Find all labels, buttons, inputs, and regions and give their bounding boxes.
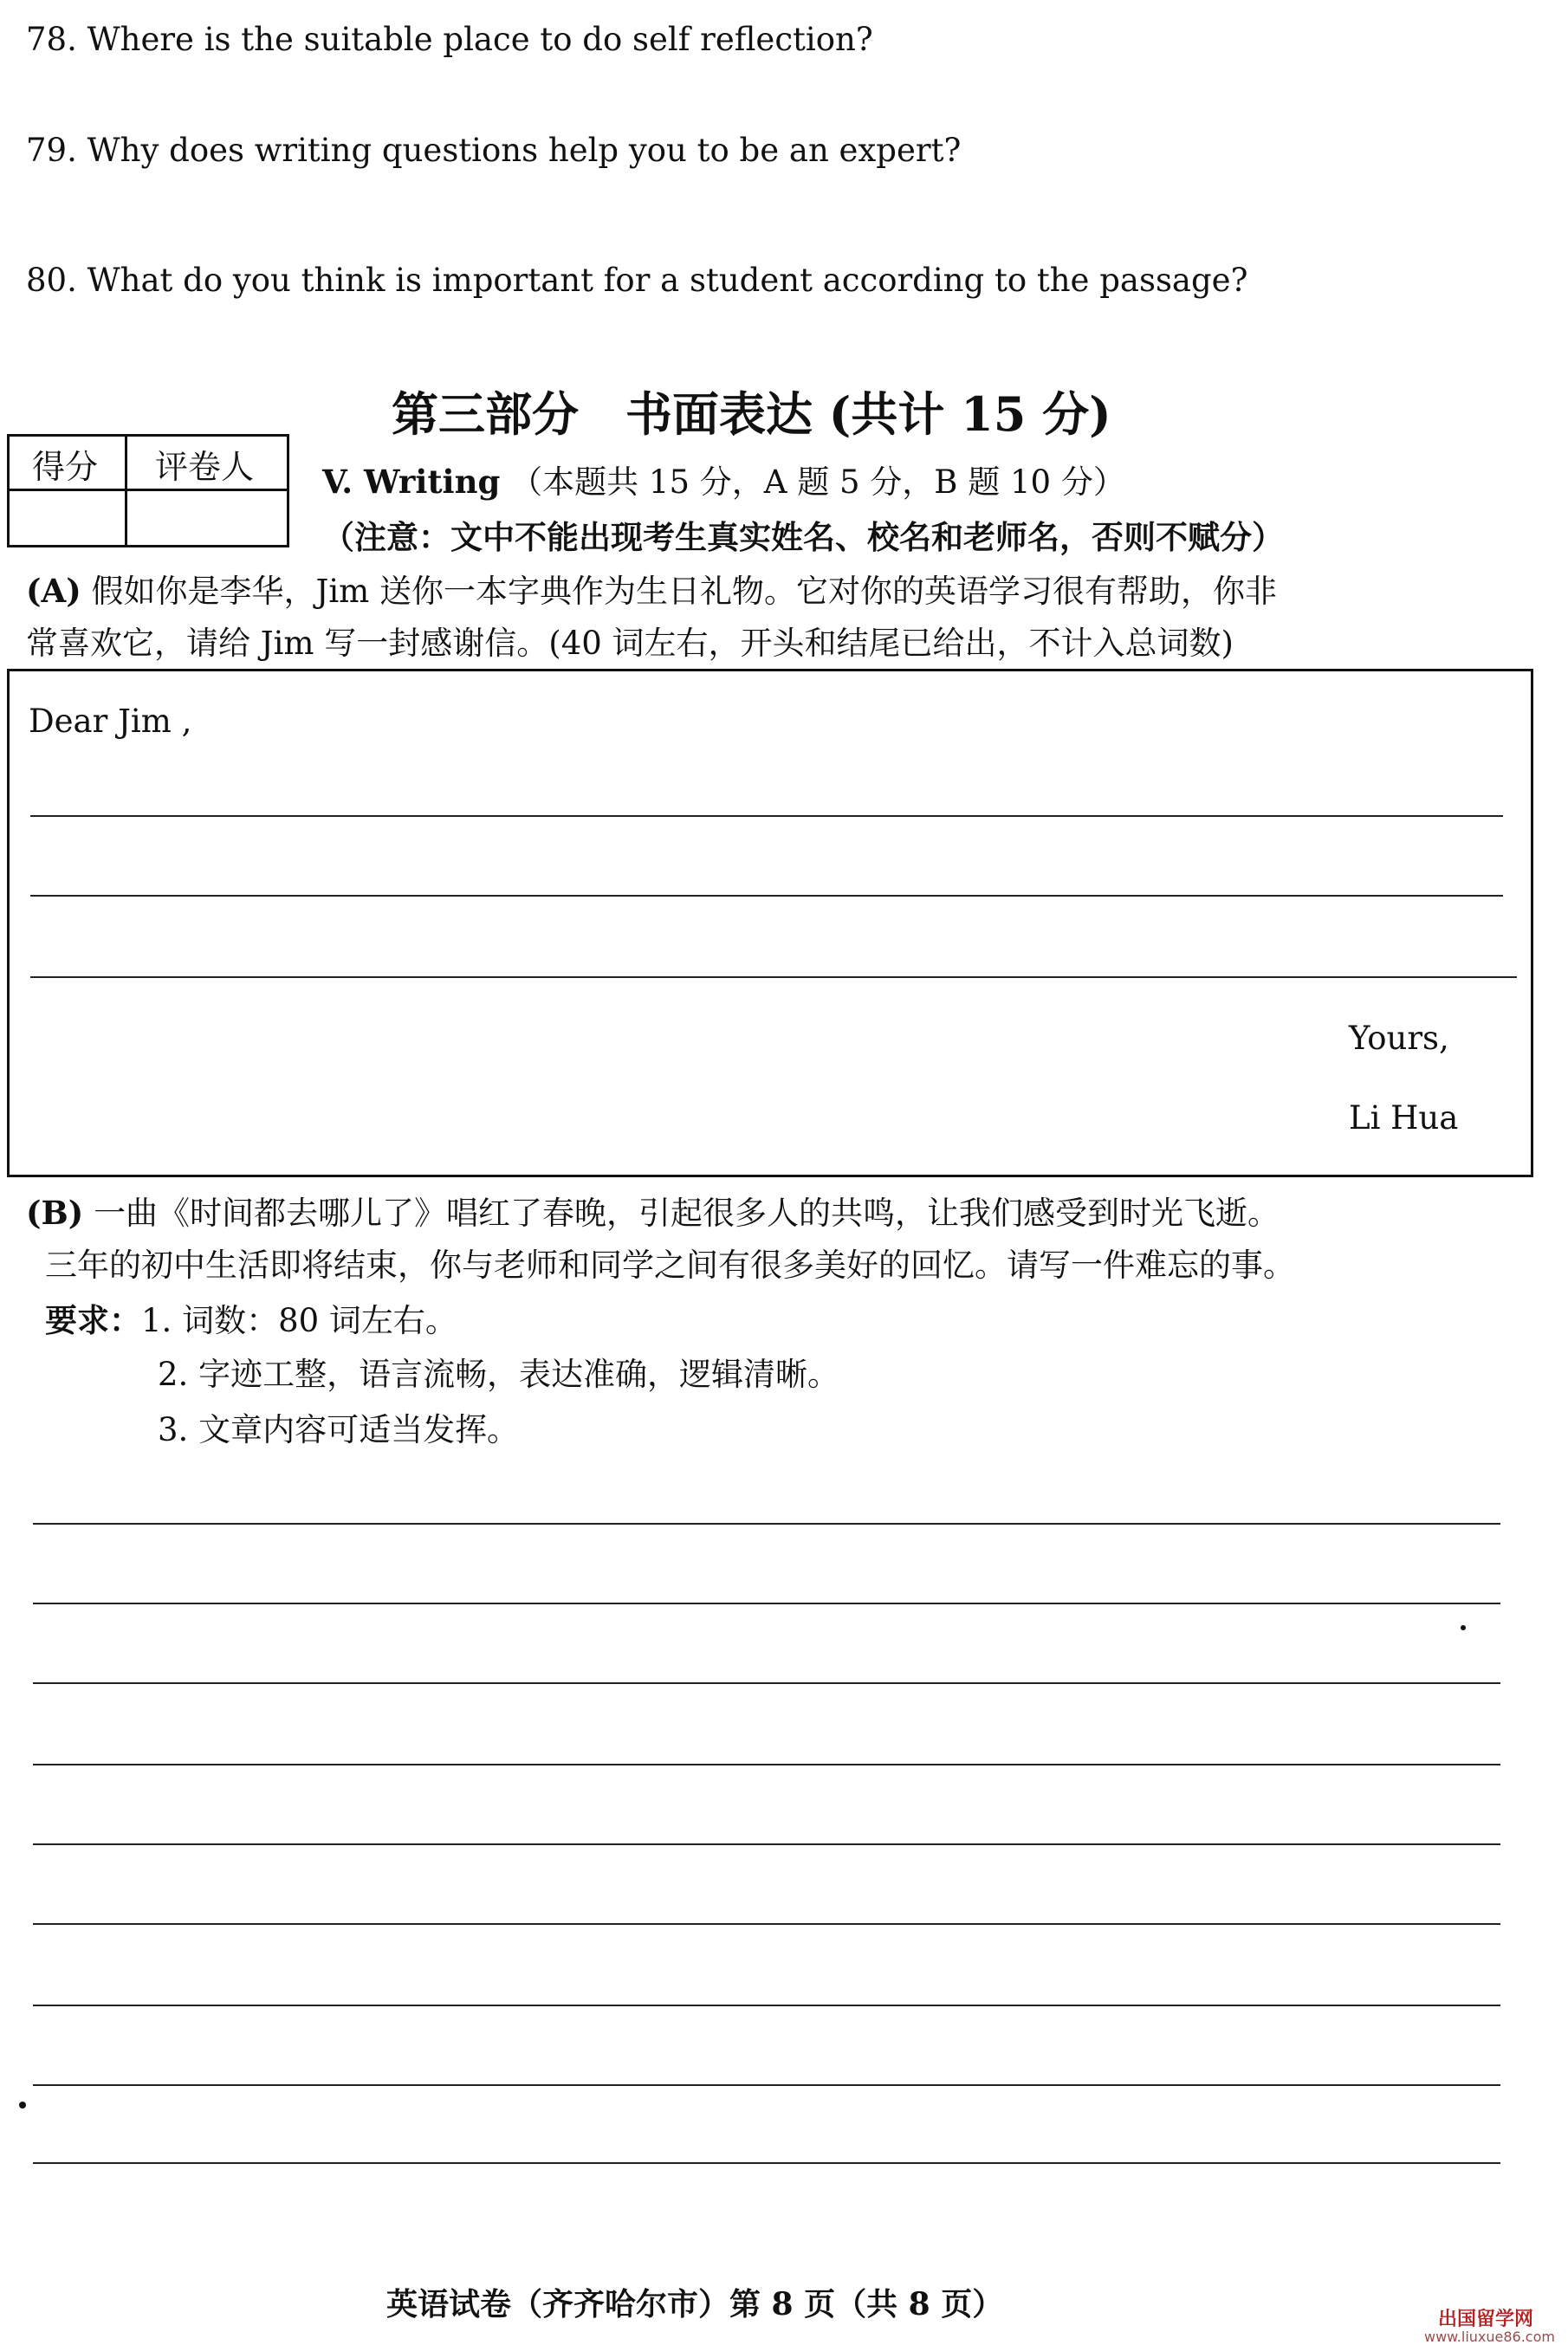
question-text: Where is the suitable place to do self reflection? [87,21,873,58]
answer-line[interactable] [30,976,1517,978]
question-80 [26,262,1247,299]
answer-line[interactable] [30,895,1503,897]
question-number: 80. [26,262,77,299]
letter-signature: Li Hua [1349,1099,1459,1137]
part-b-label: (B) [26,1194,84,1232]
part-b-text: 一曲《时间都去哪儿了》唱红了春晚，引起很多人的共鸣，让我们感受到时光飞逝。 [94,1195,1280,1232]
watermark-url: www.liuxue86.com [1424,2329,1555,2345]
answer-line[interactable] [33,1523,1500,1525]
question-text: Why does writing questions help you to be an expert? [87,132,962,169]
page-footer: 英语试卷（齐齐哈尔市）第 8 页（共 8 页） [386,2286,1004,2322]
answer-line[interactable] [33,1923,1500,1925]
part-b-line2: 三年的初中生活即将结束，你与老师和同学之间有很多美好的回忆。请写一件难忘的事。 [45,1247,1295,1284]
grader-label: 评卷人 [155,448,255,486]
letter-closing: Yours, [1349,1020,1449,1057]
score-label: 得分 [32,448,99,486]
question-number: 78. [26,21,77,58]
requirement-item: 2. 字迹工整，语言流畅，表达准确，逻辑清晰。 [158,1356,840,1393]
score-table [7,434,289,547]
answer-line[interactable] [33,2084,1500,2086]
requirement-item: 1. 词数：80 词左右。 [141,1302,457,1339]
part-a-line1 [26,565,1277,612]
part-b-requirements [45,1294,457,1341]
writing-heading [322,456,1125,502]
answer-line[interactable] [33,1682,1500,1684]
answer-line[interactable] [33,1603,1500,1604]
question-text: What do you think is important for a student according to the passage? [87,262,1248,299]
answer-line[interactable] [33,2005,1500,2006]
answer-line[interactable] [30,815,1503,817]
writing-heading-note: （本题共 15 分，A 题 5 分，B 题 10 分） [510,463,1125,501]
part-b-line1 [26,1187,1280,1234]
table-divider [125,437,127,545]
scan-dot [19,2102,26,2109]
letter-greeting: Dear Jim , [29,703,192,740]
table-divider [10,489,287,491]
answer-line[interactable] [33,1764,1500,1765]
letter-answer-box [7,669,1533,1177]
requirement-item: 3. 文章内容可适当发挥。 [158,1411,520,1448]
writing-notice: （注意：文中不能出现考生真实姓名、校名和老师名，否则不赋分） [322,518,1284,556]
answer-line[interactable] [33,1843,1500,1845]
watermark-logo: 出国留学网 [1438,2309,1534,2330]
question-79 [26,132,961,169]
answer-line[interactable] [33,2162,1500,2164]
part-a-label: (A) [26,572,81,610]
writing-heading-label: V. Writing [322,463,501,501]
part-a-text: 假如你是李华，Jim 送你一本字典作为生日礼物。它对你的英语学习很有帮助，你非 [91,573,1278,610]
question-number: 79. [26,132,77,169]
requirements-label: 要求： [45,1301,141,1339]
scan-dot [1461,1625,1466,1630]
question-78 [26,21,873,58]
part-a-line2: 常喜欢它，请给 Jim 写一封感谢信。(40 词左右，开头和结尾已给出，不计入总词数) [26,625,1234,662]
section-title: 第三部分 书面表达 (共计 15 分) [392,386,1111,442]
